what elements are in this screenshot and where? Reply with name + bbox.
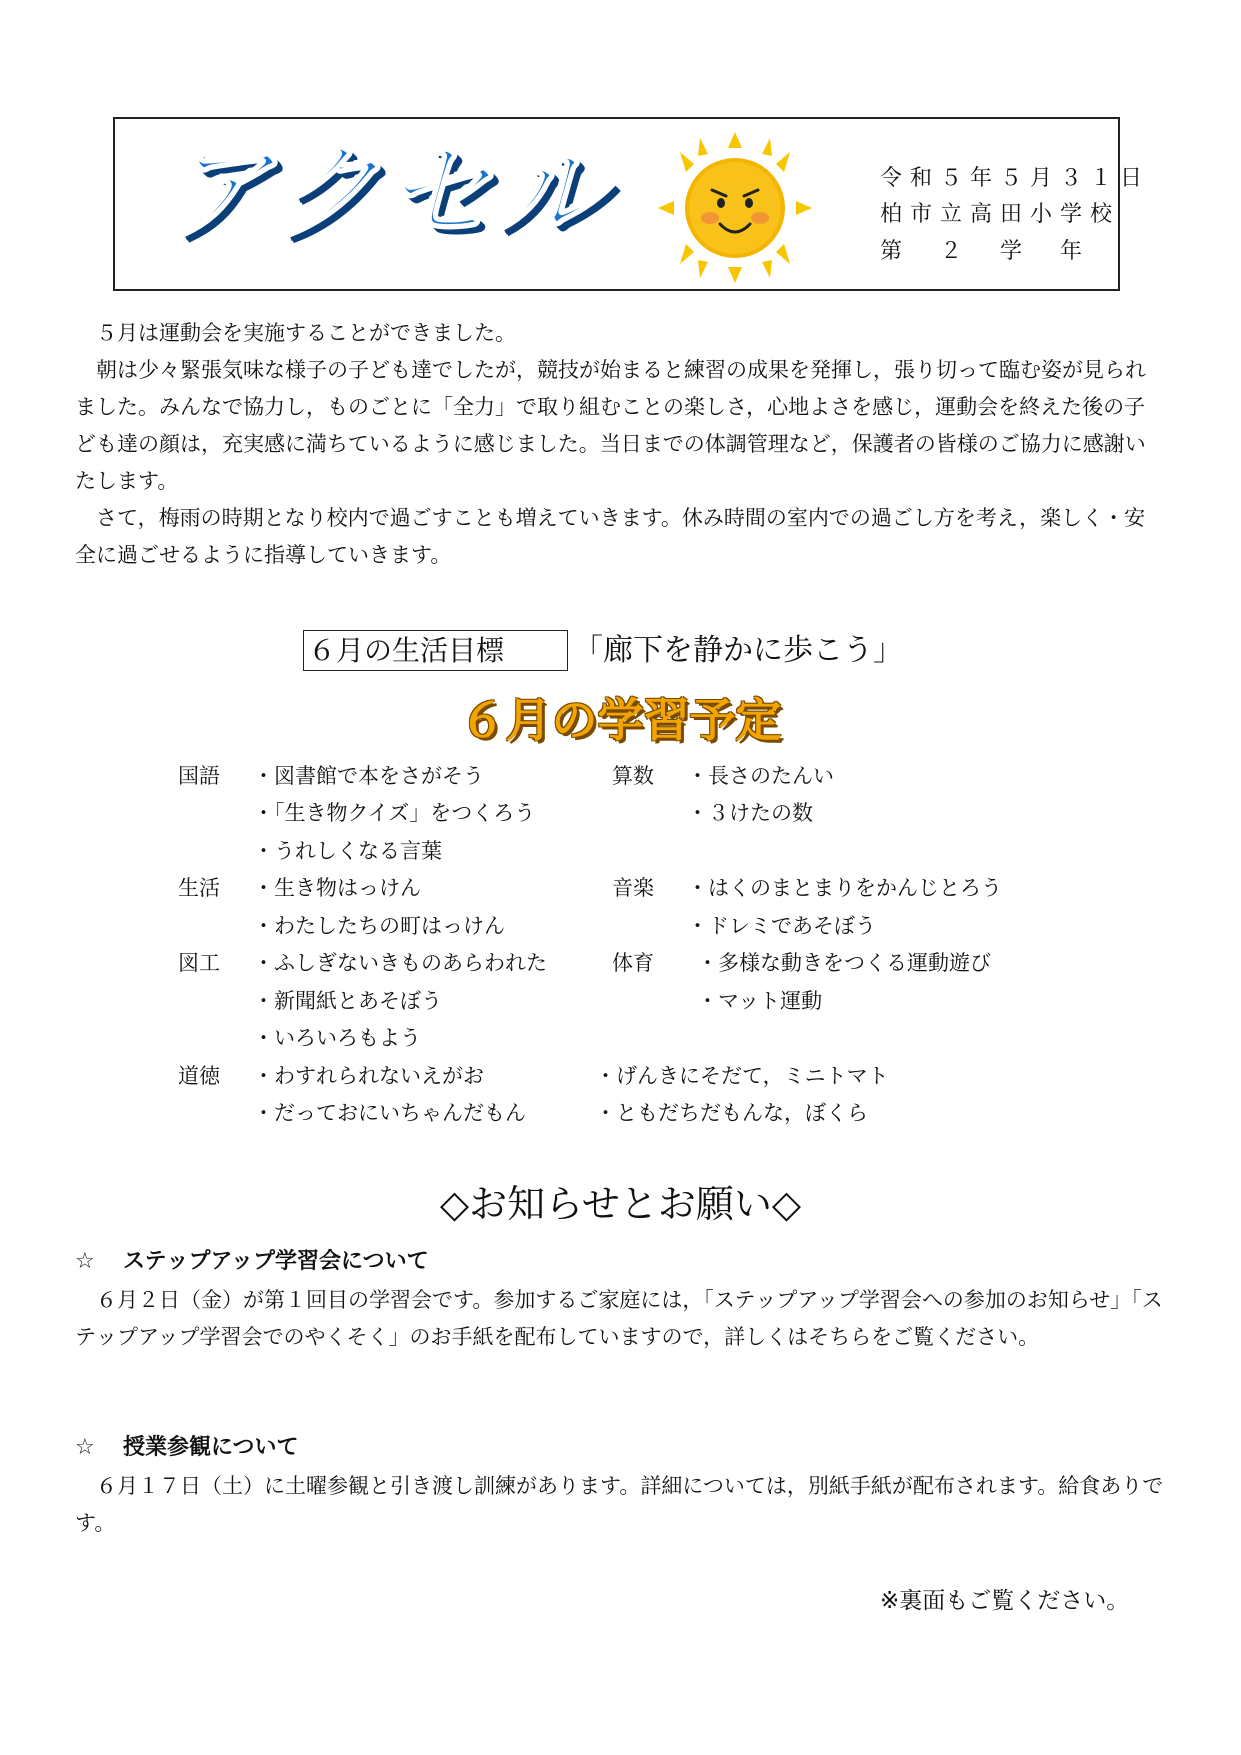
intro-paragraph: 朝は少々緊張気味な様子の子ども達でしたが，競技が始まると練習の成果を発揮し，張り切って臨む姿が見られました。みんなで協力し，ものごとに「全力」で取り組むことの楽しさ，心地よさを感じ，運動会を終えた後の子ども達の顔は，充実感に満ちているように感じました。当日までの体調管理など，保護者の皆様のご協力に感謝いたします。 (75, 358, 1146, 493)
life-goal-text: 「廊下を静かに歩こう」 (573, 633, 903, 668)
learning-plan-heading: ６月の学習予定 (459, 693, 782, 747)
intro-paragraph: ５月は運動会を実施することができました。 (96, 321, 516, 345)
plan-item: ・「生き物クイズ」をつくろう (253, 801, 536, 825)
plan-item: ・うれしくなる言葉 (253, 839, 442, 863)
plan-item: ・わたしたちの町はっけん (253, 914, 505, 938)
plan-item: ・３けたの数 (687, 801, 813, 825)
notices-heading: ◇お知らせとお願い◇ (439, 1182, 802, 1226)
notice-body: ６月１７日（土）に土曜参観と引き渡し訓練があります。詳細については，別紙手紙が配布されます。給食ありです。 (75, 1474, 1164, 1535)
grade-label: 第 ２ 学 年 (880, 239, 1091, 264)
star-icon: ☆ (75, 1435, 95, 1460)
star-icon: ☆ (75, 1249, 95, 1274)
subject-name: 体育 (612, 951, 654, 975)
plan-item: ・わすれられないえがお (253, 1064, 484, 1088)
plan-item: ・はくのまとまりをかんじとろう (687, 876, 1002, 900)
plan-item: ・生き物はっけん (253, 876, 421, 900)
plan-item: ・図書館で本をさがそう (253, 764, 484, 788)
subject-name: 図工 (178, 951, 220, 975)
footer-note: ※裏面もご覧ください。 (880, 1588, 1130, 1614)
subject-name: 道徳 (178, 1064, 220, 1088)
issue-date: 令和５年５月３１日 (880, 166, 1151, 191)
plan-item: ・ともだちだもんな，ぼくら (595, 1101, 868, 1125)
plan-item: ・だっておにいちゃんだもん (253, 1101, 526, 1125)
school-name: 柏市立高田小学校 (880, 202, 1121, 227)
life-goal-label: ６月の生活目標 (303, 630, 568, 671)
subject-name: 国語 (178, 764, 220, 788)
subject-name: 算数 (612, 764, 654, 788)
sun-illustration (650, 130, 820, 285)
notice-title-text: 授業参観について (123, 1435, 299, 1460)
notice-title (75, 1437, 299, 1459)
intro-paragraph: さて，梅雨の時期となり校内で過ごすことも増えていきます。休み時間の室内での過ごし方を考え，楽しく・安全に過ごせるように指導していきます。 (75, 506, 1146, 567)
plan-item: ・長さのたんい (687, 764, 834, 788)
plan-item: ・いろいろもよう (253, 1026, 421, 1050)
notice-body: ６月２日（金）が第１回目の学習会です。参加するご家庭には，「ステップアップ学習会への参加のお知らせ」「ステップアップ学習会でのやくそく」のお手紙を配布していますので，詳しくはそちらをご覧ください。 (75, 1288, 1163, 1349)
plan-item: ・げんきにそだて，ミニトマト (595, 1064, 889, 1088)
plan-item: ・新聞紙とあそぼう (253, 989, 442, 1013)
plan-item: ・多様な動きをつくる運動遊び (697, 951, 991, 975)
plan-item: ・マット運動 (697, 989, 823, 1013)
plan-item: ・ふしぎないきものあらわれた (253, 951, 547, 975)
subject-name: 生活 (178, 876, 220, 900)
subject-name: 音楽 (612, 876, 654, 900)
plan-item: ・ドレミであそぼう (687, 914, 876, 938)
newsletter-title: アクセル (163, 131, 608, 256)
notice-title-text: ステップアップ学習会について (123, 1249, 429, 1274)
notice-title (75, 1251, 429, 1273)
